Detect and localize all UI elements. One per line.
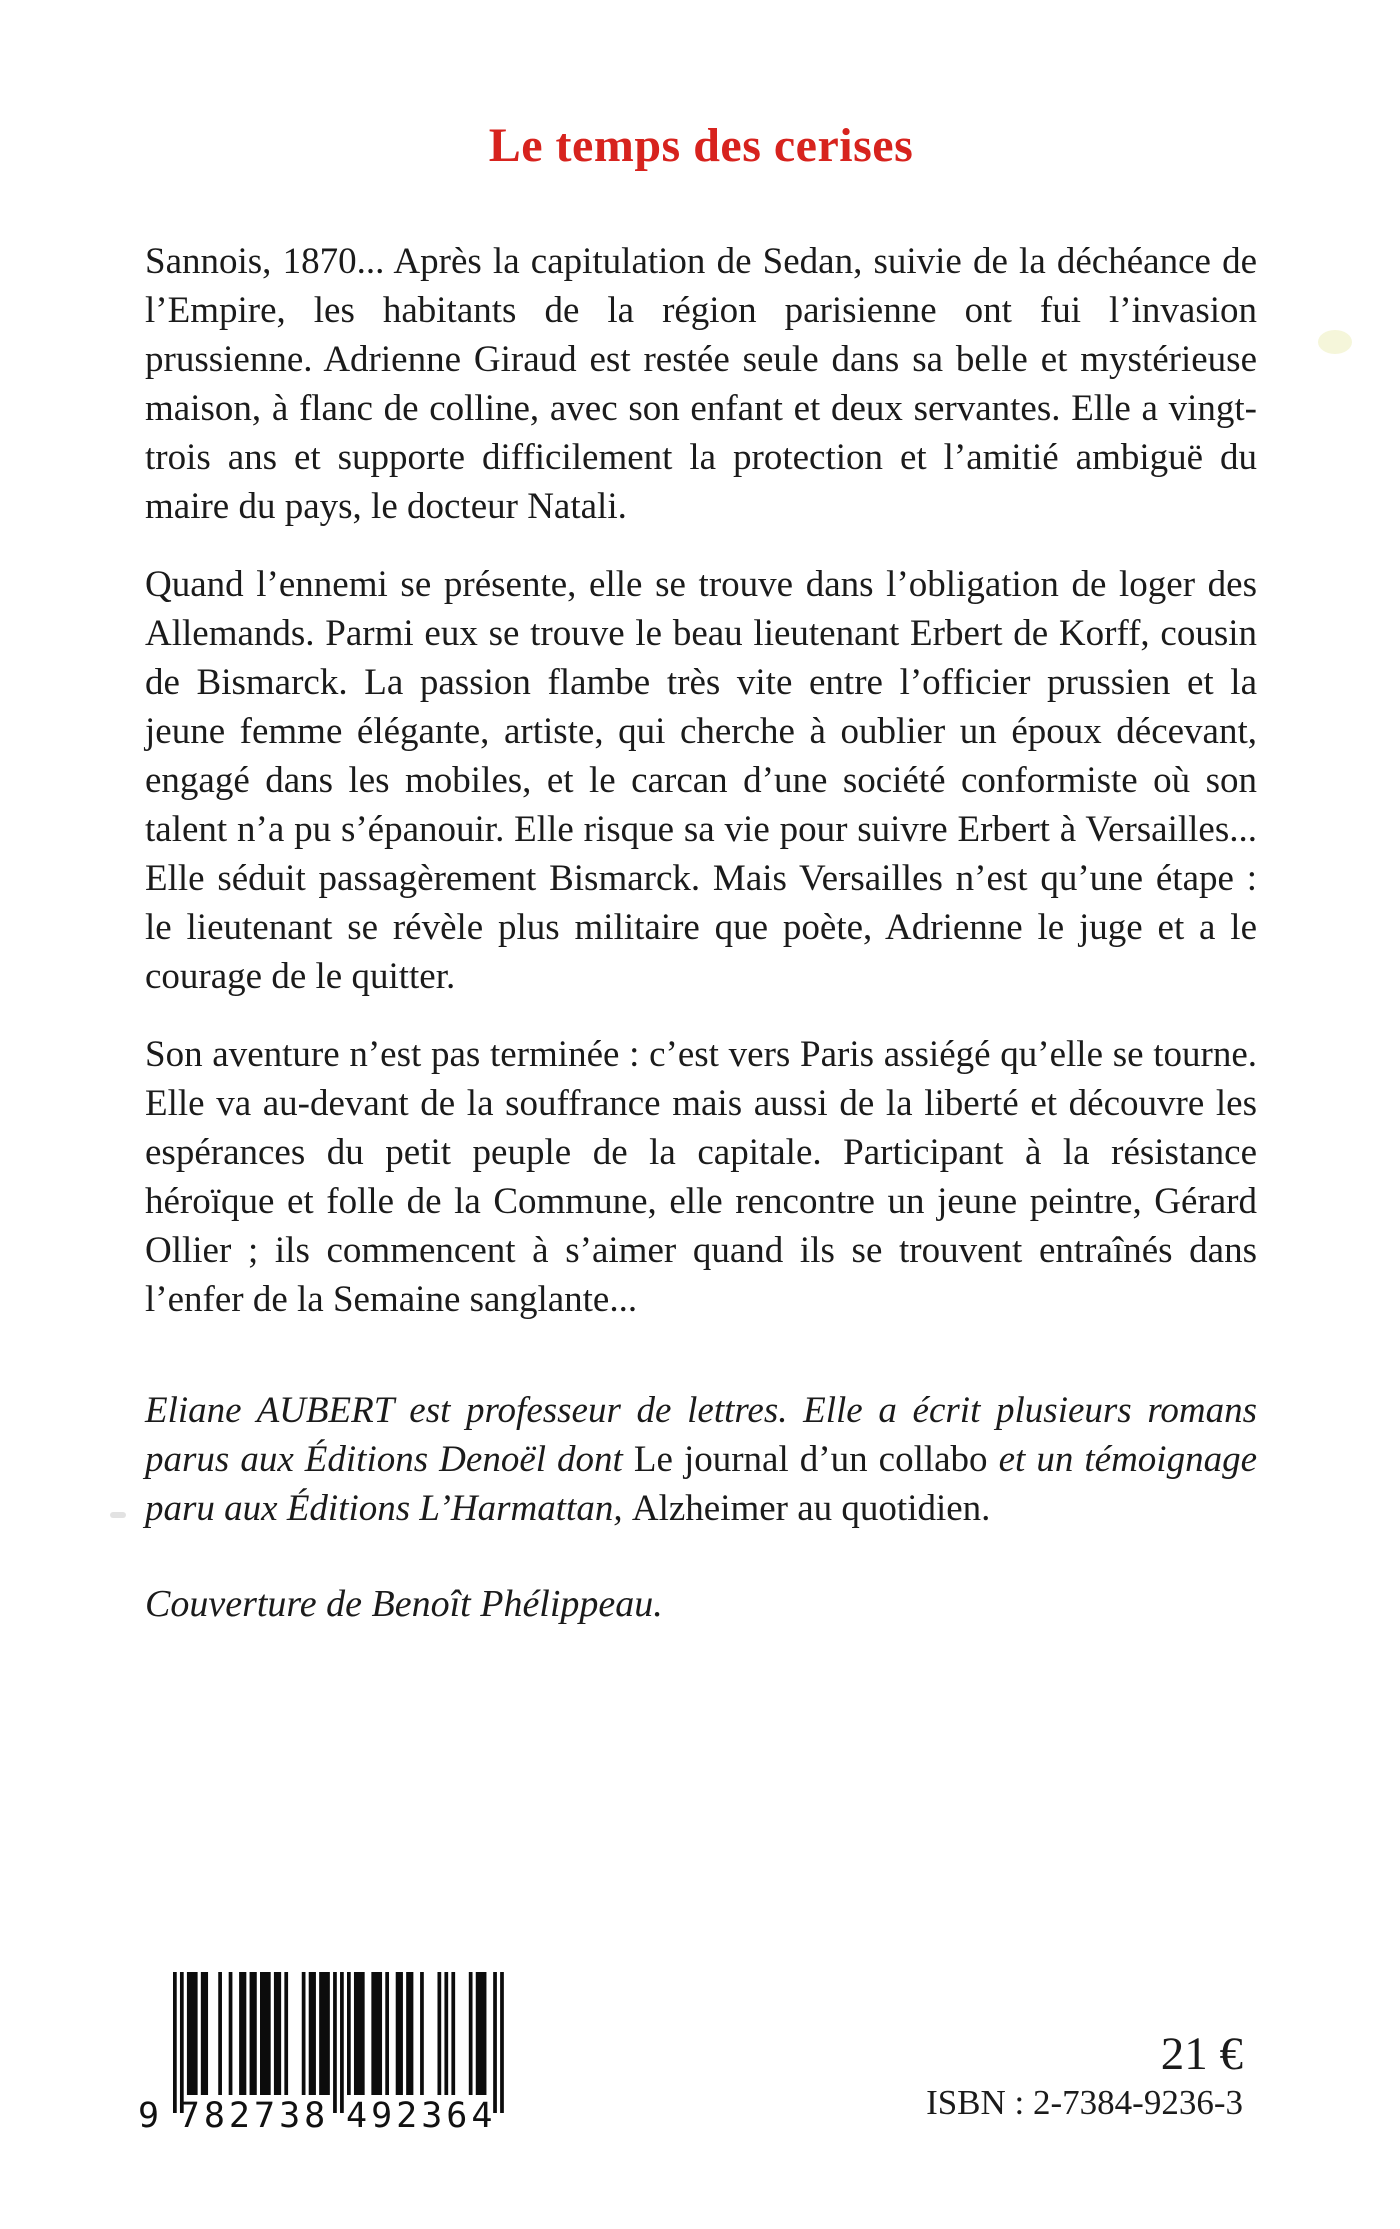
synopsis-paragraph-1: Sannois, 1870... Après la capitulation de Sedan, suivie de la déchéance de l’Empire, les habitants de la région parisienne ont fui l’invasion prussienne. Adrienne Giraud est restée seule dans sa belle et mystérieuse maison, à flanc de colline, avec son enfant et deux servantes. Elle a vingt-trois ans et supporte difficilement la protection et l’amitié ambiguë du maire du pays, le docteur Natali. bbox=[145, 241, 1257, 527]
barcode-digit-first: 9 bbox=[138, 2096, 160, 2136]
barcode-digits-right: 492364 bbox=[346, 2096, 497, 2136]
barcode bbox=[128, 1972, 518, 2142]
scan-artifact-smudge bbox=[1318, 330, 1352, 354]
barcode-digits-left: 782738 bbox=[178, 2096, 330, 2136]
synopsis-paragraph-3: Son aventure n’est pas terminée : c’est vers Paris assiégé qu’elle se tourne. Elle va au-devant de la souffrance mais aussi de la liberté et découvre les espérances du petit peuple de la capitale. Participant à la résistance héroïque et folle de la Commune, elle rencontre un jeune peintre, Gérard Ollier ; ils commencent à s’aimer quand ils se trouvent entraînés dans l’enfer de la Semaine sanglante... bbox=[145, 1034, 1257, 1320]
barcode-bars-icon bbox=[173, 1972, 504, 2113]
isbn: ISBN : 2-7384-9236-3 bbox=[926, 2083, 1243, 2122]
cover-credit: Couverture de Benoît Phélippeau. bbox=[145, 1583, 663, 1625]
pricing-block bbox=[926, 2028, 1243, 2123]
bio-segment-roman: Alzheimer au quotidien. bbox=[631, 1488, 991, 1529]
scan-artifact-dash bbox=[110, 1512, 126, 1518]
price: 21 € bbox=[1160, 2028, 1243, 2080]
bio-segment-italic: Eliane AUBERT est professeur de lettres. Elle a écrit plusieurs romans parus aux Éditions Denoël dont bbox=[145, 1390, 1257, 1480]
back-cover-text bbox=[145, 0, 1257, 1626]
book-title: Le temps des cerises bbox=[488, 119, 914, 172]
bio-segment-roman: Le journal d’un collabo bbox=[633, 1439, 988, 1480]
bio-segment-italic: et un témoignage paru aux Éditions L’Harmattan, bbox=[145, 1439, 1258, 1529]
author-bio bbox=[145, 1386, 1257, 1533]
synopsis-paragraph-2: Quand l’ennemi se présente, elle se trouve dans l’obligation de loger des Allemands. Parmi eux se trouve le beau lieutenant Erbert de Korff, cousin de Bismarck. La passion flambe très vite entre l’officier prussien et la jeune femme élégante, artiste, qui cherche à oublier un époux décevant, engagé dans les mobiles, et le carcan d’une société conformiste où son talent n’a pu s’épanouir. Elle risque sa vie pour suivre Erbert à Versailles... Elle séduit passagèrement Bismarck. Mais Versailles n’est qu’une étape : le lieutenant se révèle plus militaire que poète, Adrienne le juge et a le courage de le quitter. bbox=[145, 564, 1257, 997]
